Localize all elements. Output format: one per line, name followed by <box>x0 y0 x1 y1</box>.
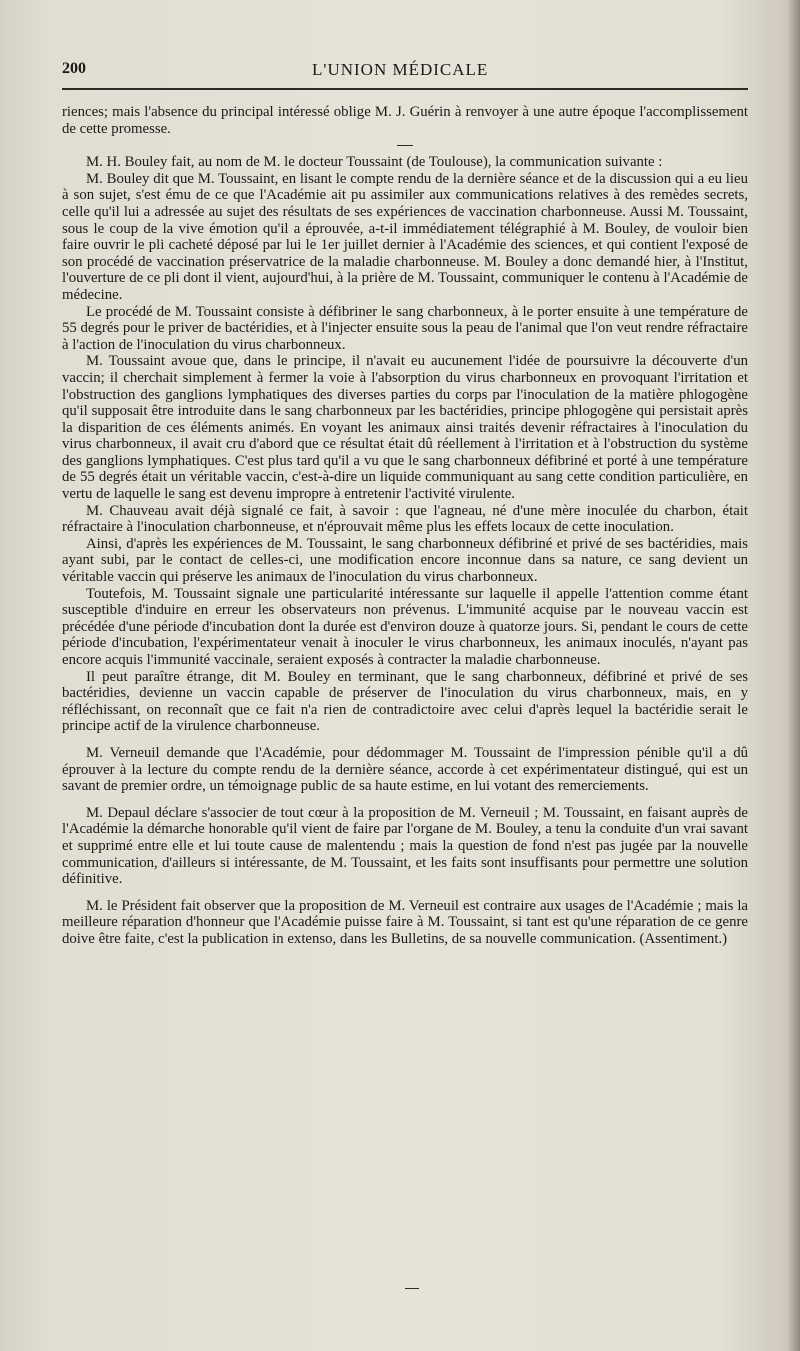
paragraph-7: Ainsi, d'après les expériences de M. Toussaint, le sang charbonneux défibriné et privé de ses bactéridies, mais ayant subi, par le contact de celles-ci, une modification encore inconnue dans sa nature, ce sang devient un véritable vaccin qui préserve les animaux de l'inoculation du virus charbonneux. <box>62 535 748 586</box>
paragraph-10: M. Verneuil demande que l'Académie, pour dédommager M. Toussaint de l'impression pénible qu'il a dû éprouver à la lecture du compte rendu de la dernière séance, accorde à cet expérimentateur distingué, qui est un savant de premier ordre, un témoignage public de sa haute estime, en lui votant des remerciements. <box>62 744 748 795</box>
paragraph-8: Toutefois, M. Toussaint signale une particularité intéressante sur laquelle il appelle l'attention comme étant susceptible d'induire en erreur les observateurs non prévenus. L'immunité acquise par le nouveau vaccin est précédée d'une période d'incubation dont la durée est d'environ douze à quatorze jours. Si, pendant le cours de cette période d'incubation, l'expérimentateur venait à inoculer le virus charbonneux, les animaux inoculés, n'ayant pas encore acquis l'immunité vaccinale, seraient exposés à contracter la maladie charbonneuse. <box>62 585 748 668</box>
separator <box>397 145 413 146</box>
header-rule <box>62 88 748 90</box>
paragraph-3: M. Bouley dit que M. Toussaint, en lisant le compte rendu de la dernière séance et de la discussion qui a eu lieu à son sujet, s'est ému de ce que l'Académie ait pu assimiler aux communications relatives à des remèdes secrets, celle qu'il lui a adressée au sujet des résultats de ses expériences de vaccination charbonneuse. Aussi M. Toussaint, sous le coup de la vive émotion qu'il a éprouvée, a-t-il immédiatement télégraphié à M. Bouley, de vouloir bien faire ouvrir le pli cacheté déposé par lui le 1er juillet dernier à l'Académie des sciences, et qui contient l'exposé de son procédé de vaccination préservatrice de la maladie charbonneuse. M. Bouley a donc demandé hier, à l'Institut, l'ouverture de ce pli dont il vient, aujourd'hui, à la prière de M. Toussaint, communiquer le contenu à l'Académie de médecine. <box>62 170 748 303</box>
paragraph-6: M. Chauveau avait déjà signalé ce fait, à savoir : que l'agneau, né d'une mère inoculée du charbon, était réfractaire à l'inoculation charbonneuse, et n'éprouvait même plus les effets locaux de cette inoculation. <box>62 502 748 536</box>
paragraph-1: riences; mais l'absence du principal intéressé oblige M. J. Guérin à renvoyer à une autre époque l'accomplissement de cette promesse. <box>62 104 748 137</box>
paragraph-12: M. le Président fait observer que la proposition de M. Verneuil est contraire aux usages de l'Académie ; mais la meilleure réparation d'honneur que l'Académie puisse faire à M. Toussaint, si tant est qu'une réparation de ce genre doive être faite, c'est la publication in extenso, dans les Bulletins, de sa nouvelle communication. (Assentiment.) <box>62 897 748 947</box>
paragraph-2: M. H. Bouley fait, au nom de M. le docteur Toussaint (de Toulouse), la communication suivante : <box>86 154 663 171</box>
page-header <box>62 60 748 88</box>
page-end-mark <box>405 1288 419 1289</box>
article-body <box>62 104 748 948</box>
page-number: 200 <box>62 60 86 77</box>
paragraph-gap <box>62 795 748 805</box>
paragraph-5: M. Toussaint avoue que, dans le principe, il n'avait eu aucunement l'idée de poursuivre la découverte d'un vaccin; il cherchait simplement à fermer la voie à l'absorption du virus charbonneux en provoquant l'irritation et l'obstruction des ganglions lymphatiques des diverses parties du corps par l'inoculation de la matière phlogogène qu'il supposait être introduite dans le sang charbonneux par les bactéridies, principe phlogogène qui persistait après la disparition de ces éléments animés. En voyant les animaux ainsi traités devenir réfractaires à l'inoculation du virus charbonneux, il avait cru d'abord que ce résultat était dû réellement à l'irritation et à l'obstruction du système des ganglions lymphatiques. C'est plus tard qu'il a vu que le sang charbonneux défibriné et porté à une température de 55 degrés était un véritable vaccin, c'est-à-dire un liquide communiquant au sang cette condition particulière, en vertu de laquelle le sang est devenu impropre à entretenir l'activité virulente. <box>62 353 748 503</box>
paragraph-gap <box>62 735 748 745</box>
paragraph-11: M. Depaul déclare s'associer de tout cœur à la proposition de M. Verneuil ; M. Toussaint, en faisant auprès de l'Académie la démarche honorable qu'il vient de faire par l'organe de M. Bouley, a tenu la conduite d'un vrai savant et supprimé entre elle et lui toute cause de malentendu ; mais la question de fond n'est pas jugée par la nouvelle communication, d'ailleurs si intéressante, de M. Toussaint, et les faits sont insuffisants pour permettre une solution définitive. <box>62 804 748 888</box>
running-title: L'UNION MÉDICALE <box>312 60 489 79</box>
paragraph-gap <box>62 888 748 898</box>
paragraph-4: Le procédé de M. Toussaint consiste à défibriner le sang charbonneux, à le porter ensuite à une température de 55 degrés pour le priver de bactéridies, et à l'injecter ensuite sous la peau de l'animal que l'on veut rendre réfractaire à l'action de l'inoculation du virus charbonneux. <box>62 303 748 353</box>
paragraph-9: Il peut paraître étrange, dit M. Bouley en terminant, que le sang charbonneux, défibriné et privé de ses bactéridies, devienne un vaccin capable de préserver de l'inoculation du virus charbonneux, mais, en y réfléchissant, on reconnaît que ce fait n'a rien de contradictoire avec celui d'après lequel la bactéridie serait le principe actif de la virulence charbonneuse. <box>62 668 748 735</box>
